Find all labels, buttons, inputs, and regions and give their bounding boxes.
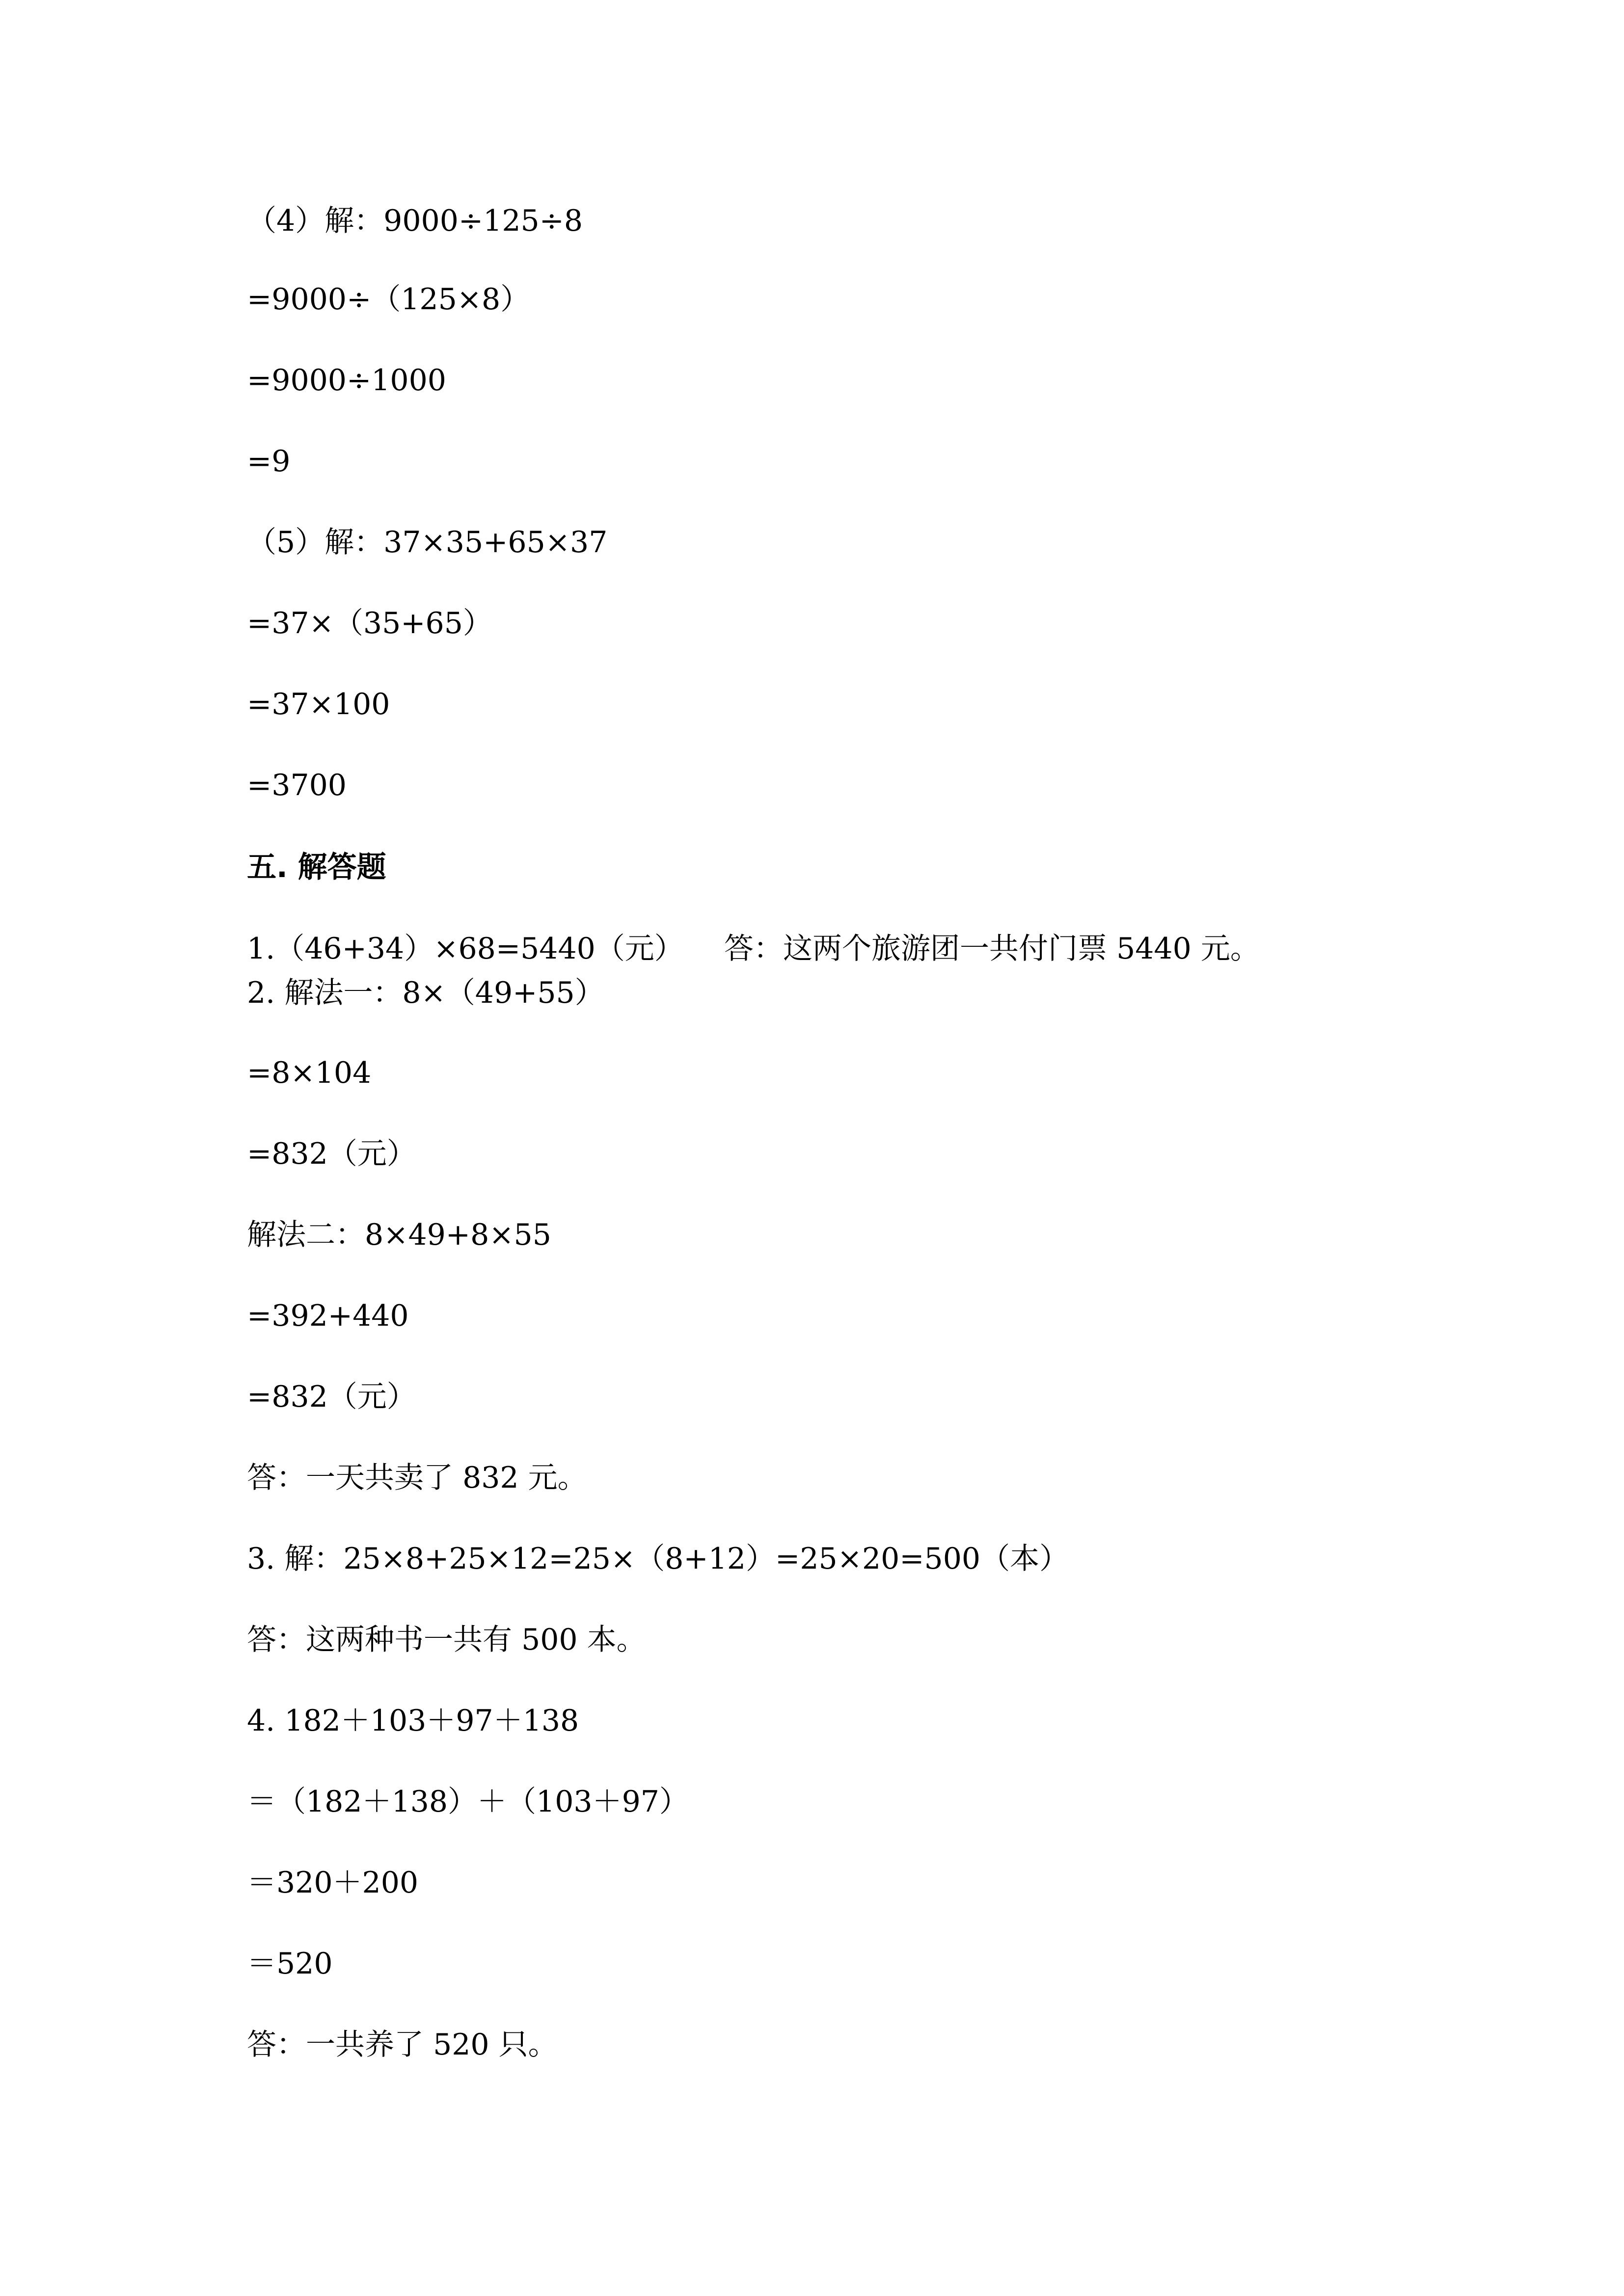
problem-2-method-2: 解法二：8×49+8×55 <box>247 1218 551 1252</box>
problem-1-solution: 1.（46+34）×68=5440（元） <box>247 932 684 966</box>
problem-2-method-2-result: =832（元） <box>247 1380 416 1414</box>
problem-3-answer: 答：这两种书一共有 500 本。 <box>247 1623 646 1657</box>
problem-4-line-2: ＝320＋200 <box>247 1866 419 1900</box>
problem-4-expression: 4. 182＋103＋97＋138 <box>247 1704 579 1738</box>
problem-2-answer: 答：一天共卖了 832 元。 <box>247 1461 587 1495</box>
section-heading: 五. 解答题 <box>247 850 386 884</box>
step-5-result: =3700 <box>247 768 347 802</box>
problem-4-line-1: ＝（182＋138）＋（103＋97） <box>247 1785 689 1819</box>
problem-2-method-1-result: =832（元） <box>247 1137 416 1171</box>
problem-2-method-1: 2. 解法一：8×（49+55） <box>247 976 604 1010</box>
step-5-question: （5）解：37×35+65×37 <box>247 525 608 560</box>
step-4-result: =9 <box>247 444 291 479</box>
problem-2-method-1-line-1: =8×104 <box>247 1056 372 1090</box>
step-4-question: （4）解：9000÷125÷8 <box>247 204 583 238</box>
problem-4-answer: 答：一共养了 520 只。 <box>247 2028 558 2062</box>
step-4-line-2: =9000÷1000 <box>247 363 446 398</box>
problem-2-method-2-line-1: =392+440 <box>247 1299 409 1333</box>
step-4-line-1: =9000÷（125×8） <box>247 282 530 317</box>
problem-4-result: ＝520 <box>247 1947 333 1981</box>
problem-3-solution: 3. 解：25×8+25×12=25×（8+12）=25×20=500（本） <box>247 1542 1069 1576</box>
step-5-line-1: =37×（35+65） <box>247 606 492 641</box>
step-5-line-2: =37×100 <box>247 687 390 721</box>
problem-1-answer: 答：这两个旅游团一共付门票 5440 元。 <box>724 932 1260 966</box>
